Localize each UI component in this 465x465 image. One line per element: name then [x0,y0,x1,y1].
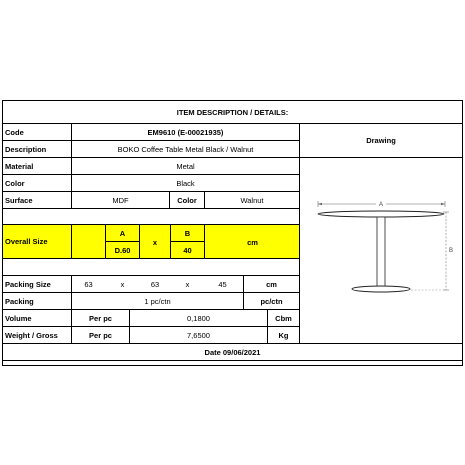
packing-unit: pc/ctn [244,293,300,310]
packing-length: 63 [84,279,93,289]
dimension-b-label: B [448,248,454,254]
weight-label: Weight / Gross [3,327,72,344]
code-label: Code [3,124,72,141]
packing-separator: x [185,279,190,289]
sheet-title: ITEM DESCRIPTION / DETAILS: [3,101,462,124]
surface-label: Surface [3,192,72,209]
size-unit: cm [247,237,258,247]
size-b-value: 40 [170,242,205,259]
packing-separator: x [120,279,125,289]
table-base [352,286,410,292]
dimension-a [318,201,445,208]
overall-size-label: Overall Size [3,225,72,259]
drawing-header: Drawing [300,124,462,158]
surface-value: MDF [72,192,170,209]
size-b-label: B [170,225,205,242]
description-value: BOKO Coffee Table Metal Black / Walnut [72,141,300,158]
size-separator: x [152,237,158,247]
weight-unit: Kg [268,327,300,344]
table-stem [377,217,385,287]
volume-unit: Cbm [268,310,300,327]
weight-basis: Per pc [72,327,130,344]
packing-width: 63 [150,279,160,289]
surface-color-value: Walnut [205,192,300,209]
volume-label: Volume [3,310,72,327]
color-value: Black [72,175,300,192]
packing-size-unit: cm [244,276,300,293]
dimension-a-label: A [378,202,384,208]
size-a-value: D.60 [105,242,140,259]
spacer-row [3,259,300,276]
packing-height: 45 [218,279,227,289]
packing-label: Packing [3,293,72,310]
code-value: EM9610 (E-00021935) [72,124,300,141]
material-label: Material [3,158,72,175]
packing-size-label: Packing Size [3,276,72,293]
volume-value: 0,1800 [130,310,268,327]
table-drawing [300,158,462,343]
volume-basis: Per pc [72,310,130,327]
table-top [318,211,444,217]
dimension-b [411,212,453,290]
spacer-row [3,209,300,225]
material-value: Metal [72,158,300,175]
surface-color-label: Color [170,192,205,209]
date-row: Date 09/06/2021 [3,344,462,361]
color-label: Color [3,175,72,192]
weight-value: 7,6500 [130,327,268,344]
description-label: Description [3,141,72,158]
packing-value: 1 pc/ctn [72,293,244,310]
size-a-label: A [105,225,140,242]
